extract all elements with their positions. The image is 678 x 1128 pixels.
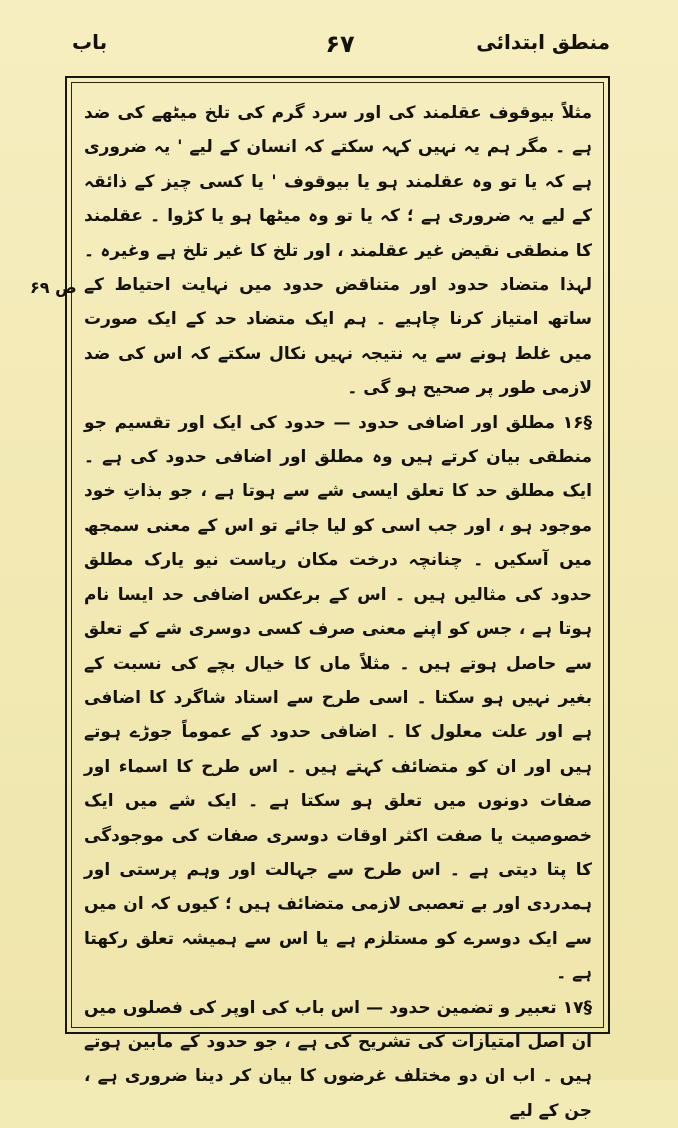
paragraph-contrary-contradictory: مثلاً بیوقوف عقلمند کی اور سرد گرم کی تلخ میٹھے کی ضد ہے ۔ مگر ہم یہ نہیں کہہ سکتے کہ انسان کے لیے ' یہ ضروری ہے کہ یا تو وہ عقلمند ہو یا بیوقوف ' یا کسی چیز کے ذائقہ کے لیے یہ ضروری ہے ؛ کہ یا تو وہ میٹھا ہو یا کڑوا ۔ عقلمند کا منطقی نقیض غیر عقلمند ، اور تلخ کا غیر تلخ ہے وغیرہ ۔ لہذا متضاد حدود اور متناقض حدود میں نہایت احتیاط کے ساتھ امتیاز کرنا چاہیے ۔ ہم ایک متضاد حد کے ایک صورت میں غلط ہونے سے یہ نتیجہ نہیں نکال سکتے کہ اس کی ضد لازمی طور پر صحیح ہو گی ۔	[84, 103, 592, 399]
section-17-number: §۱۷	[562, 997, 593, 1018]
section-16-text: حدود کی ایک اور تقسیم جو منطقی بیان کرتے ہیں وہ مطلق اور اضافی حدود کی ہے ۔ ایک مطلق حد کا تعلق ایسی شے سے ہوتا ہے ، جو بذاتِ خود موجود ہو ، اور جب اسی کو لیا جائے تو اس کے معنی سمجھ میں آسکیں ۔ چنانچہ درخت مکان ریاست نیو یارک مطلق حدود کی مثالیں ہیں ۔ اس کے برعکس اضافی حد ایسا نام ہوتا ہے ، جس کو اپنے معنی صرف کسی دوسری شے کے تعلق سے حاصل ہوتے ہیں ۔ مثلاً ماں کا خیال بچے کی نسبت کے بغیر نہیں ہو سکتا ۔ اسی طرح سے استاد شاگرد کا اضافی ہے اور علت معلول کا ۔ اضافی حدود کے عموماً جوڑے ہوتے ہیں اور ان کو متضائف کہتے ہیں ۔ اس طرح کا اسماء اور صفات دونوں میں تعلق ہو سکتا ہے ۔ ایک شے میں ایک خصوصیت یا صفت اکثر اوقات دوسری صفات کی موجودگی کا پتا دیتی ہے ۔ اس طرح سے جہالت اور وہم پرستی اور ہمدردی اور بے تعصبی لازمی متضائف ہیں ؛ کیوں کہ ان میں سے ایک دوسرے کو مستلزم ہے یا اس سے ہمیشہ تعلق رکھتا ہے ۔	[84, 412, 592, 984]
section-17-dash: —	[360, 997, 384, 1018]
section-17-paragraph	[84, 991, 592, 1128]
section-16-dash: —	[325, 412, 351, 433]
chapter-label: باب	[72, 30, 108, 54]
section-16-paragraph	[84, 406, 592, 991]
section-17-text: اس باب کی اوپر کی فصلوں میں ان اصل امتیازات کی تشریح کی ہے ، جو حدود کے مابین ہوتے ہیں ۔ اب ان دو مختلف غرضوں کا بیان کر دینا ضروری ہے ، جن کے لیے	[84, 997, 592, 1121]
margin-page-reference: ص ۶۹	[30, 278, 77, 297]
page-header	[60, 30, 620, 64]
book-title: منطق ابتدائی	[476, 30, 610, 54]
section-17-title: تعبیر و تضمین حدود	[389, 997, 557, 1018]
section-16-number: §۱۶	[562, 412, 593, 433]
page-number: ۶۷	[325, 30, 355, 58]
body-text	[84, 96, 592, 1128]
section-16-title: مطلق اور اضافی حدود	[358, 412, 556, 433]
